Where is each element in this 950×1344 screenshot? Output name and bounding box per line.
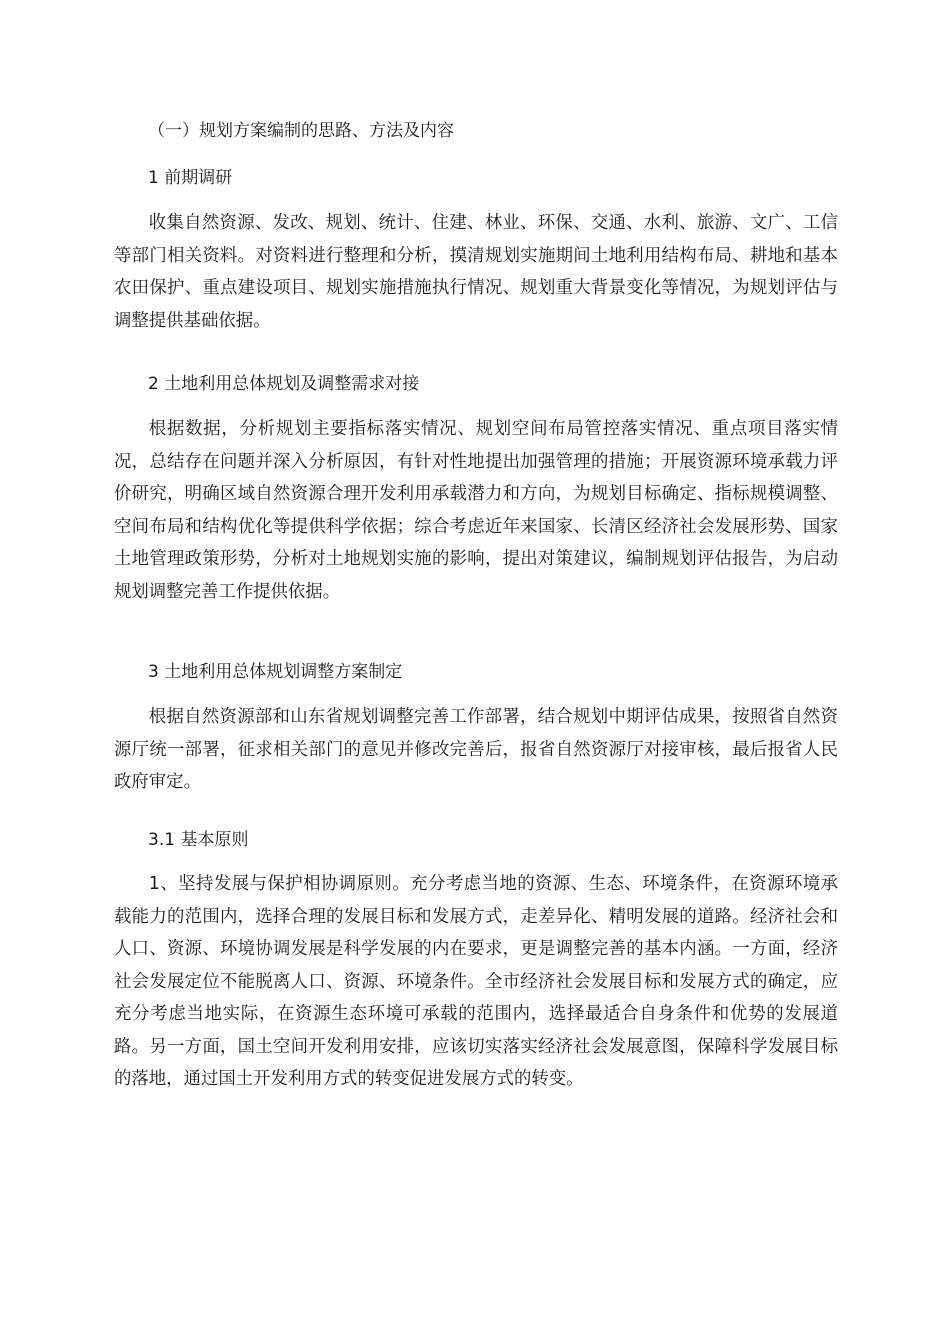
paragraph-basic-principles: 1、坚持发展与保护相协调原则。充分考虑当地的资源、生态、环境条件，在资源环境承载能力的范围内，选择合理的发展目标和发展方式，走差异化、精明发展的道路。经济社会和人口、资源、环境协调发展是科学发展的内在要求，更是调整完善的基本内涵。一方面，经济社会发展定位不能脱离人口、资源、环境条件。全市经济社会发展目标和发展方式的确定，应充分考虑当地实际，在资源生态环境可承载的范围内，选择最适合自身条件和优势的发展道路。另一方面，国土空间开发利用安排，应该切实落实经济社会发展意图，保障科学发展目标的落地，通过国土开发利用方式的转变促进发展方式的转变。 <box>114 874 838 1089</box>
heading-basic-principles: 3.1 基本原则 <box>148 830 249 850</box>
paragraph-preliminary-research: 收集自然资源、发改、规划、统计、住建、林业、环保、交通、水利、旅游、文广、工信等部门相关资料。对资料进行整理和分析，摸清规划实施期间土地利用结构布局、耕地和基本农田保护、重点建设项目、规划实施措施执行情况、规划重大背景变化等情况，为规划评估与调整提供基础依据。 <box>114 213 838 331</box>
paragraph-plan-formulation: 根据自然资源部和山东省规划调整完善工作部署，结合规划中期评估成果，按照省自然资源厅统一部署，征求相关部门的意见并修改完善后，报省自然资源厅对接审核，最后报省人民政府审定。 <box>114 707 838 792</box>
section-title: （一）规划方案编制的思路、方法及内容 <box>148 121 454 141</box>
heading-plan-formulation: 3 土地利用总体规划调整方案制定 <box>148 662 403 682</box>
paragraph-plan-alignment: 根据数据，分析规划主要指标落实情况、规划空间布局管控落实情况、重点项目落实情况，总结存在问题并深入分析原因，有针对性地提出加强管理的措施；开展资源环境承载力评价研究，明确区域自然资源合理开发利用承载潜力和方向，为规划目标确定、指标规模调整、空间布局和结构优化等提供科学依据；综合考虑近年来国家、长清区经济社会发展形势、国家土地管理政策形势，分析对土地规划实施的影响，提出对策建议，编制规划评估报告，为启动规划调整完善工作提供依据。 <box>114 419 838 602</box>
heading-preliminary-research: 1 前期调研 <box>148 168 233 188</box>
heading-plan-alignment: 2 土地利用总体规划及调整需求对接 <box>148 374 420 394</box>
